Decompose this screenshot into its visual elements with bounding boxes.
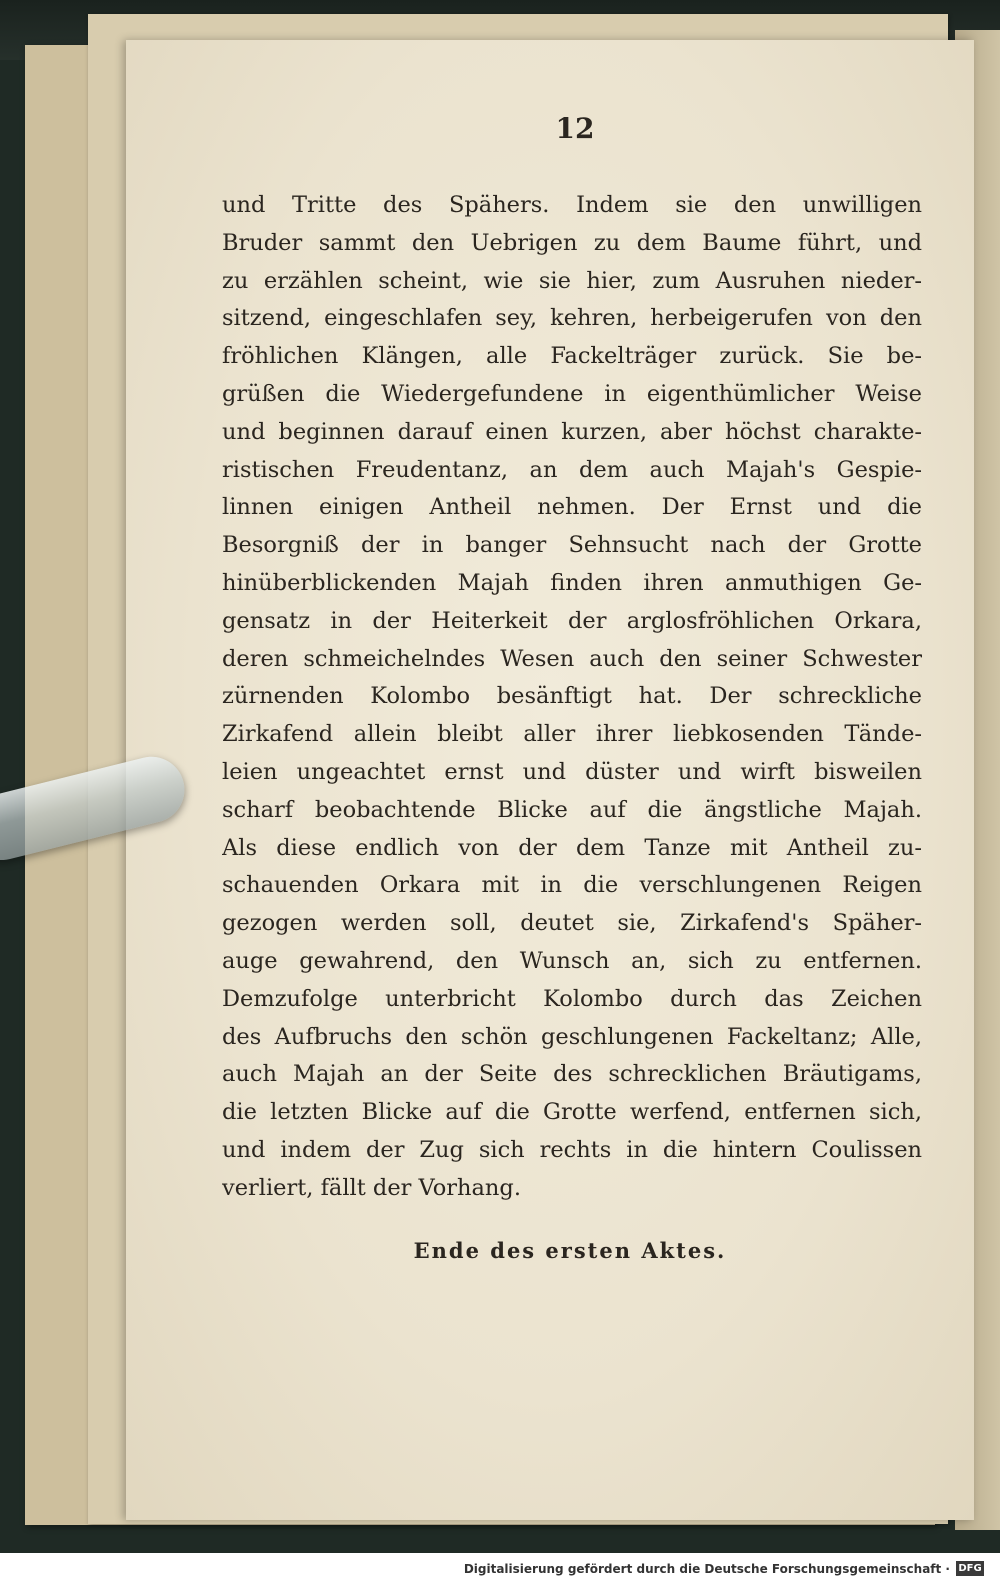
- text-line: des Aufbruchs den schön geschlungenen Fackeltanz; Alle,: [222, 1023, 922, 1050]
- text-line: gensatz in der Heiterkeit der arglosfröhlichen Orkara,: [222, 607, 922, 634]
- text-line: grüßen die Wiedergefundene in eigenthümlicher Weise: [222, 380, 922, 407]
- text-line: verliert, fällt der Vorhang.: [222, 1174, 521, 1201]
- funding-credit: Digitalisierung gefördert durch die Deutsche Forschungsgemeinschaft ·: [463, 1562, 950, 1576]
- text-line: gezogen werden soll, deutet sie, Zirkafend's Späher-: [222, 910, 922, 937]
- text-line: scharf beobachtende Blicke auf die ängstliche Majah.: [222, 796, 922, 823]
- text-line: die letzten Blicke auf die Grotte werfend, entfernen sich,: [222, 1099, 922, 1126]
- text-line: leien ungeachtet ernst und düster und wirft bisweilen: [222, 758, 922, 785]
- text-line: zu erzählen scheint, wie sie hier, zum Ausruhen nieder-: [222, 267, 922, 294]
- text-line: auge gewahrend, den Wunsch an, sich zu entfernen.: [222, 947, 922, 974]
- text-line: hinüberblickenden Majah finden ihren anmuthigen Ge-: [222, 569, 922, 596]
- text-line: Als diese endlich von der dem Tanze mit Antheil zu-: [222, 834, 922, 861]
- text-line: Bruder sammt den Uebrigen zu dem Baume führt, und: [222, 229, 922, 256]
- text-line: und beginnen darauf einen kurzen, aber höchst charakte-: [222, 418, 922, 445]
- act-end-note: Ende des ersten Aktes.: [413, 1238, 727, 1263]
- text-line: sitzend, eingeschlafen sey, kehren, herbeigerufen von den: [222, 305, 922, 332]
- text-line: auch Majah an der Seite des schrecklichen Bräutigams,: [222, 1061, 922, 1088]
- text-line: zürnenden Kolombo besänftigt hat. Der schreckliche: [222, 683, 922, 710]
- text-line: und Tritte des Spähers. Indem sie den unwilligen: [222, 192, 922, 218]
- text-line: und indem der Zug sich rechts in die hintern Coulissen: [222, 1136, 922, 1163]
- text-line: Demzufolge unterbricht Kolombo durch das Zeichen: [222, 985, 922, 1012]
- page-number: 12: [555, 112, 595, 145]
- text-line: schauenden Orkara mit in die verschlungenen Reigen: [222, 872, 922, 899]
- text-line: Zirkafend allein bleibt aller ihrer liebkosenden Tände-: [222, 721, 922, 748]
- text-line: ristischen Freudentanz, an dem auch Majah's Gespie-: [222, 456, 922, 483]
- body-text: [222, 187, 922, 1208]
- dfg-logo: DFG: [956, 1561, 984, 1576]
- text-line: linnen einigen Antheil nehmen. Der Ernst und die: [222, 494, 922, 521]
- text-line: Besorgniß der in banger Sehnsucht nach der Grotte: [222, 532, 922, 559]
- text-line: fröhlichen Klängen, alle Fackelträger zurück. Sie be-: [222, 343, 922, 370]
- text-line: deren schmeichelndes Wesen auch den seiner Schwester: [222, 645, 922, 672]
